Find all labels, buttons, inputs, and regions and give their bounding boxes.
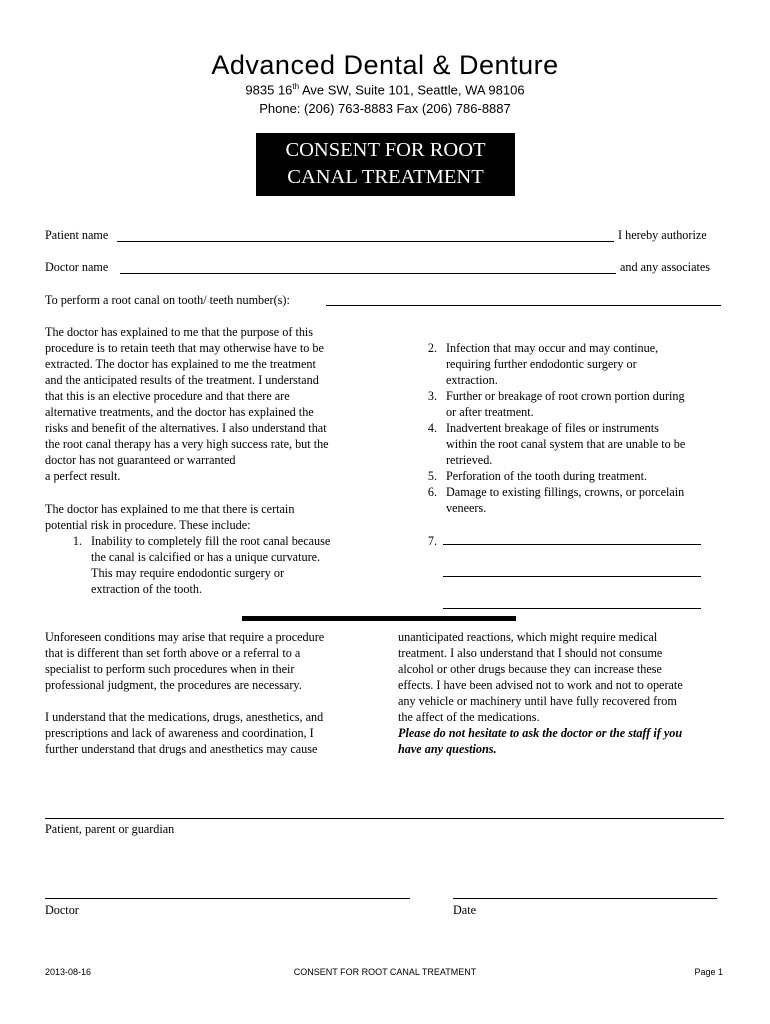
risk-3-line-1: Further or breakage of root crown portion during [446, 389, 685, 403]
address-ordinal-suffix: th [292, 82, 300, 91]
risk-number-2: 2. [427, 341, 437, 355]
patient-name-field[interactable] [117, 241, 614, 242]
questions-note [398, 725, 738, 757]
risk-text-2 [446, 340, 658, 388]
risk-1-line-3: This may require endodontic surgery or [91, 566, 285, 580]
address-rest: Ave SW, Suite 101, Seattle, WA 98106 [299, 82, 525, 98]
footer-date: 2013-08-16 [45, 967, 92, 977]
intro-line-6: alternative treatments, and the doctor has explained the [45, 405, 314, 419]
form-title-line-1: CONSENT FOR ROOT [285, 139, 486, 161]
lower-left-line-1: Unforeseen conditions may arise that require a procedure [45, 630, 325, 644]
authorize-text: I hereby authorize [618, 228, 707, 242]
risk-1-line-1: Inability to completely fill the root canal because [91, 534, 331, 548]
intro-line-5: that this is an elective procedure and that there are [45, 389, 290, 403]
risk-number-1: 1. [72, 534, 82, 548]
lower-right-paragraph [398, 629, 738, 725]
intro-line-4: and the anticipated results of the treatment. I understand [45, 373, 319, 387]
risk-2-line-1: Infection that may occur and may continue, [446, 341, 659, 355]
risk-4-line-1: Inadvertent breakage of files or instruments [446, 421, 659, 435]
risk-text-4 [446, 420, 685, 468]
risk-7-line-3[interactable] [443, 608, 701, 609]
risk-7-line-1[interactable] [443, 544, 701, 545]
doctor-name-field[interactable] [120, 273, 616, 274]
date-line[interactable] [453, 898, 717, 899]
form-title-line-2: CANAL TREATMENT [287, 166, 484, 188]
risk-text-1 [91, 533, 330, 597]
risk-item-3 [400, 388, 730, 422]
lower-left-line-2: that is different than set forth above or a referral to a [45, 646, 301, 660]
address-street-number: 9835 16 [245, 82, 293, 98]
footer-title: CONSENT FOR ROOT CANAL TREATMENT [293, 967, 477, 977]
risk-intro-line-1: The doctor has explained to me that there is certain [45, 502, 295, 516]
lower-left-line-7: prescriptions and lack of awareness and coordination, I [45, 726, 314, 740]
procedure-explanation [45, 324, 385, 484]
risk-item-7 [400, 533, 730, 551]
risk-6-line-1: Damage to existing fillings, crowns, or porcelain [446, 485, 685, 499]
lower-right-line-4: effects. I have been advised not to work and not to operate [398, 678, 683, 692]
intro-line-7: risks and benefit of the alternatives. I also understand that [45, 421, 327, 435]
risk-number-6: 6. [427, 485, 437, 499]
note-line-2: have any questions. [398, 742, 497, 756]
intro-line-1: The doctor has explained to me that the purpose of this [45, 325, 314, 339]
risk-intro-line-2: potential risk in procedure. These include: [45, 518, 251, 532]
risk-number-4: 4. [427, 421, 437, 435]
tooth-number-field[interactable] [326, 305, 721, 306]
lower-right-line-1: unanticipated reactions, which might require medical [398, 630, 658, 644]
risk-2-line-2: requiring further endodontic surgery or [446, 357, 637, 371]
risk-4-line-3: retrieved. [446, 453, 493, 467]
intro-line-10: a perfect result. [45, 469, 121, 483]
note-line-1: Please do not hesitate to ask the doctor or the staff if you [398, 726, 683, 740]
risk-2-line-3: extraction. [446, 373, 498, 387]
risk-text-5 [446, 468, 647, 484]
risk-item-6 [400, 484, 730, 518]
patient-signature-label: Patient, parent or guardian [45, 822, 175, 836]
lower-right-line-6: the affect of the medications. [398, 710, 540, 724]
patient-signature-line[interactable] [45, 818, 724, 819]
lower-left-line-4: professional judgment, the procedures are necessary. [45, 678, 302, 692]
risk-1-line-2: the canal is calcified or has a unique curvature. [91, 550, 321, 564]
risk-7-line-2[interactable] [443, 576, 701, 577]
risk-introduction [45, 501, 385, 533]
risk-item-4 [400, 420, 730, 470]
lower-left-line-8: further understand that drugs and anesthetics may cause [45, 742, 318, 756]
section-divider [242, 616, 516, 621]
risk-text-6 [446, 484, 684, 516]
company-address [0, 82, 770, 97]
lower-left-line-3: specialist to perform such procedures when in their [45, 662, 295, 676]
lower-right-line-2: treatment. I also understand that I should not consume [398, 646, 663, 660]
lower-left-paragraphs [45, 629, 385, 757]
lower-right-line-3: alcohol or other drugs because they can increase these [398, 662, 662, 676]
risk-number-7: 7. [427, 534, 437, 548]
risk-item-2 [400, 340, 730, 390]
doctor-name-label: Doctor name [45, 260, 109, 274]
lower-right-line-5: any vehicle or machinery until have fully recovered from [398, 694, 677, 708]
risk-1-line-4: extraction of the tooth. [91, 582, 203, 596]
risk-number-3: 3. [427, 389, 437, 403]
associates-text: and any associates [620, 260, 711, 274]
intro-line-2: procedure is to retain teeth that may otherwise have to be [45, 341, 324, 355]
risk-number-5: 5. [427, 469, 437, 483]
date-label: Date [453, 903, 477, 917]
lower-left-line-5 [45, 693, 385, 709]
risk-item-1 [45, 533, 385, 603]
company-phone: Phone: (206) 763-8883 Fax (206) 786-8887 [259, 101, 511, 116]
tooth-number-label: To perform a root canal on tooth/ teeth number(s): [45, 293, 290, 307]
risk-text-3 [446, 388, 685, 420]
patient-name-label: Patient name [45, 228, 109, 242]
risk-4-line-2: within the root canal system that are unable to be [446, 437, 686, 451]
intro-line-8: the root canal therapy has a very high success rate, but the [45, 437, 329, 451]
intro-line-3: extracted. The doctor has explained to me the treatment [45, 357, 316, 371]
risk-3-line-2: or after treatment. [446, 405, 534, 419]
lower-left-line-6: I understand that the medications, drugs, anesthetics, and [45, 710, 324, 724]
risk-5-line-1: Perforation of the tooth during treatment. [446, 469, 648, 483]
doctor-signature-label: Doctor [45, 903, 79, 917]
company-name: Advanced Dental & Denture [211, 50, 559, 80]
doctor-signature-line[interactable] [45, 898, 410, 899]
risk-6-line-2: veneers. [446, 501, 487, 515]
footer-page: Page 1 [694, 967, 723, 977]
intro-line-9: doctor has not guaranteed or warranted [45, 453, 236, 467]
form-title [256, 133, 515, 196]
